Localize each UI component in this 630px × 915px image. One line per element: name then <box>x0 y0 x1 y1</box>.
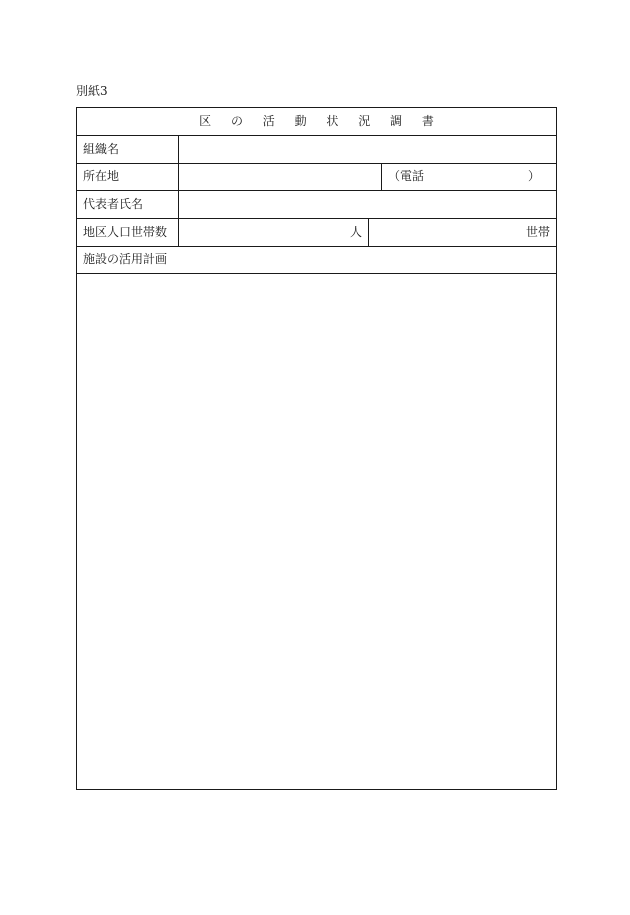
population-unit: 人 <box>349 225 362 239</box>
representative-row <box>77 191 556 219</box>
population-row <box>77 219 556 247</box>
households-unit: 世帯 <box>525 225 550 239</box>
organization-label: 組織名 <box>77 136 179 163</box>
activity-status-form <box>76 107 557 790</box>
address-label: 所在地 <box>77 163 179 190</box>
facility-plan-label: 施設の活用計画 <box>83 252 168 266</box>
organization-row <box>77 136 556 164</box>
population-field[interactable] <box>179 219 369 246</box>
phone-field[interactable] <box>381 163 556 190</box>
organization-field[interactable] <box>179 136 556 163</box>
form-title: 区 の 活 動 状 況 調 書 <box>199 114 442 128</box>
population-label: 地区人口世帯数 <box>77 219 179 246</box>
representative-field[interactable] <box>179 191 556 218</box>
facility-plan-row <box>77 246 556 274</box>
address-row <box>77 163 556 191</box>
representative-label: 代表者氏名 <box>77 191 179 218</box>
phone-open-label: （電話 <box>388 169 425 183</box>
address-field[interactable] <box>179 163 379 190</box>
phone-close-label: ） <box>527 169 540 183</box>
annex-label: 別紙3 <box>76 84 108 98</box>
facility-plan-field[interactable] <box>77 274 556 789</box>
households-field[interactable] <box>369 219 556 246</box>
title-row <box>77 108 556 136</box>
